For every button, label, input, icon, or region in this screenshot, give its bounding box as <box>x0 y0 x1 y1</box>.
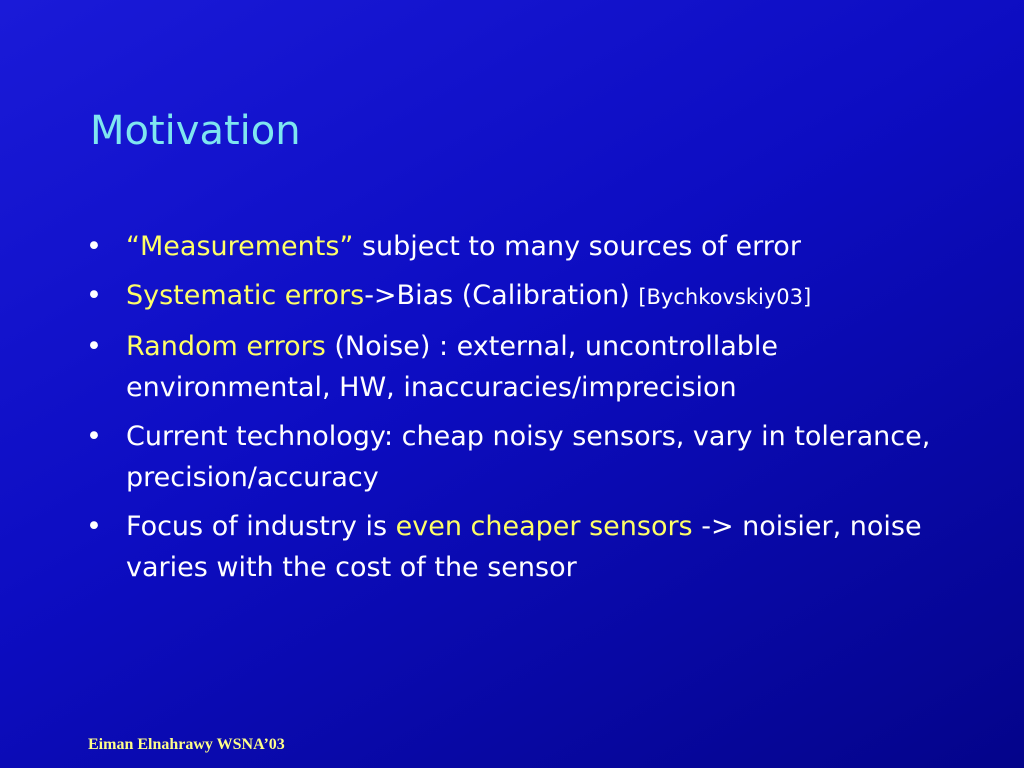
bullet-text: (Noise) : external, uncontrollable environmental, HW, inaccuracies/imprecision <box>126 331 778 403</box>
bullet-text: -> noisier, noise varies with the cost of the sensor <box>126 511 922 583</box>
bullet-item <box>86 275 986 318</box>
slide-footer: Eiman Elnahrawy WSNA’03 <box>88 736 285 753</box>
bullet-highlight-text: even cheaper sensors <box>395 511 693 542</box>
bullet-text: subject to many sources of error <box>353 231 801 262</box>
bullet-text: ->Bias (Calibration) <box>364 280 639 311</box>
bullet-item <box>86 226 986 267</box>
citation: [Bychkovskiy03] <box>638 285 812 309</box>
bullet-marker: • <box>86 331 102 362</box>
bullet-item <box>86 506 986 588</box>
bullet-marker: • <box>86 280 102 311</box>
bullet-item <box>86 416 986 498</box>
bullet-list <box>86 226 986 596</box>
bullet-marker: • <box>86 231 102 262</box>
bullet-highlight-text: Random errors <box>126 331 326 362</box>
bullet-text: Focus of industry is <box>126 511 396 542</box>
bullet-marker: • <box>86 421 102 452</box>
bullet-item <box>86 326 986 408</box>
slide-title: Motivation <box>90 108 301 154</box>
bullet-highlight-text: Systematic errors <box>126 280 365 311</box>
bullet-text: Current technology: cheap noisy sensors, vary in tolerance, precision/accuracy <box>126 421 931 493</box>
bullet-marker: • <box>86 511 102 542</box>
bullet-highlight-text: “Measurements” <box>126 231 354 262</box>
